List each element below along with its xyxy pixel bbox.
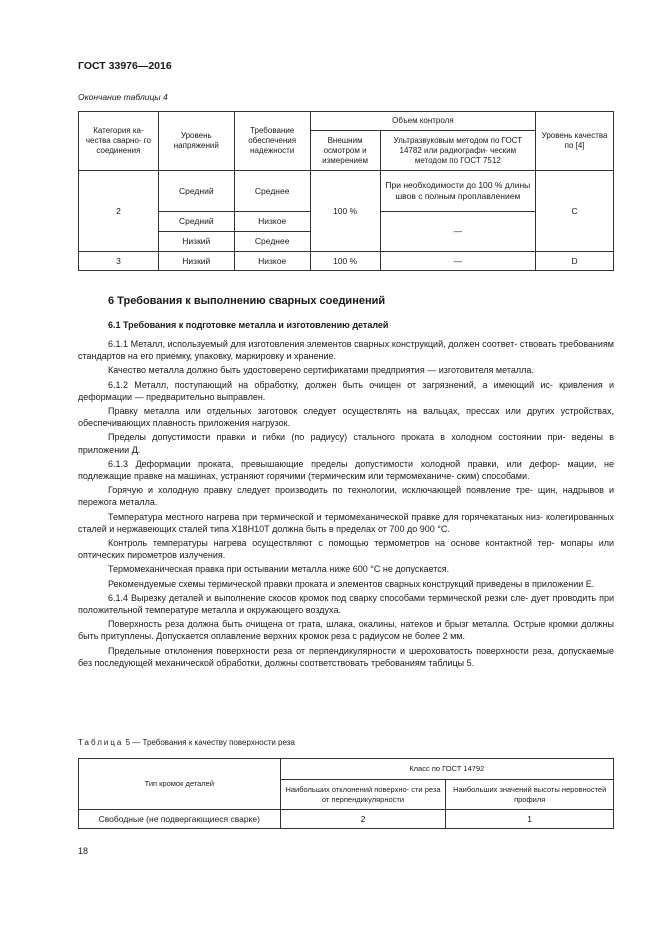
cell-visual: 100 % <box>310 171 380 252</box>
paragraph: Качество металла должно быть удостоверено сертификатами предприятия — изготовителя металла. <box>108 365 534 376</box>
table4-caption: Окончание таблицы 4 <box>78 92 168 102</box>
cell-reliability: Среднее <box>234 232 310 252</box>
paragraph: 6.1.2 Металл, поступающий на обработку, должен быть очищен от загрязнений, а имеющий ис- кривления и деформации — предварительно выправлен. <box>78 379 614 402</box>
subsection-6-1-title: 6.1 Требования к подготовке металла и изготовлению деталей <box>108 320 389 330</box>
cell-category: 3 <box>79 252 159 271</box>
th-visual: Внешним осмотром и измерением <box>310 131 380 171</box>
paragraph: 6.1.1 Металл, используемый для изготовления элементов сварных конструкций, должен соответ- ствовать требованиям стандартов на его приемку, упаковку, маркировку и хранение. <box>78 339 614 362</box>
th-ultrasonic: Ультразвуковым методом по ГОСТ 14782 или радиографи- ческим методом по ГОСТ 7512 <box>380 131 536 171</box>
th-reliability: Требование обеспечения надежности <box>234 112 310 171</box>
table5 <box>78 758 614 829</box>
th-stress-level: Уровень напряжений <box>158 112 234 171</box>
cell-reliability: Низкое <box>234 212 310 232</box>
th-edge-type: Тип кромок деталей <box>79 759 281 810</box>
table-row <box>79 810 614 829</box>
cell-ultrasonic: — <box>380 252 536 271</box>
cell-quality: C <box>536 171 614 252</box>
cell-quality: D <box>536 252 614 271</box>
table5-caption-text: 5 — Требования к качеству поверхности реза <box>125 738 295 747</box>
th-roughness: Наибольших значений высоты неровностей профиля <box>446 780 614 810</box>
paragraph: 6.1.3 Деформации проката, превышающие пределы допустимости холодной правки, или дефор- мации, не подлежащие правке на машинах, устраняют горячими (термическим или термомеханиче- ским) способами. <box>78 458 614 482</box>
cell-stress: Средний <box>158 212 234 232</box>
paragraph: Контроль температуры нагрева осуществляют с помощью термометров на основе контактной тер- мопары или оптических пирометров излучения. <box>78 538 614 561</box>
cell-category: 2 <box>79 171 159 252</box>
paragraph: Поверхность реза должна быть очищена от грата, шлака, окалины, натеков и брызг металла. Острые кромки должны быть притуплены. Допускается оплавление верхних кромок реза с радиусом не более 2 мм. <box>78 619 614 642</box>
cell-perpendicularity: 2 <box>280 810 446 829</box>
paragraph: Пределы допустимости правки и гибки (по радиусу) стального проката в холодном состоянии при- ведены в приложении Д. <box>78 432 614 455</box>
cell-ultrasonic: — <box>380 212 536 252</box>
th-quality-level: Уровень качества по [4] <box>536 112 614 171</box>
cell-reliability: Низкое <box>234 252 310 271</box>
th-category: Категория ка- чества сварно- го соединения <box>79 112 159 171</box>
cell-edge-type: Свободные (не подвергающиеся сварке) <box>79 810 281 829</box>
th-class: Класс по ГОСТ 14792 <box>280 759 613 780</box>
paragraph: Горячую и холодную правку следует производить по технологии, исключающей появление тре- щин, надрывов и пережога металла. <box>78 485 614 508</box>
table5-caption-label: Таблица <box>78 738 124 747</box>
cell-roughness: 1 <box>446 810 614 829</box>
cell-reliability: Среднее <box>234 171 310 212</box>
page-number: 18 <box>78 846 89 856</box>
table4 <box>78 111 614 271</box>
paragraph: Термомеханическая правка при остывании металла ниже 600 °С не допускается. <box>108 564 450 575</box>
th-perpendicularity: Наибольших отклонений поверхно- сти реза от перпендикулярности <box>280 780 446 810</box>
cell-stress: Низкий <box>158 232 234 252</box>
th-control-volume: Объем контроля <box>310 112 536 131</box>
table-row <box>79 252 614 271</box>
cell-ultrasonic: При необходимости до 100 % длины швов с полным проплавлением <box>380 171 536 212</box>
paragraph: Правку металла или отдельных заготовок следует осуществлять на вальцах, прессах или других устройствах, обеспечивающих плавность приложения нагрузок. <box>78 406 614 429</box>
document-header: ГОСТ 33976—2016 <box>78 60 172 72</box>
paragraph: Температура местного нагрева при термической и термомеханической правке для горячекатаных низ- колегированных сталей и нержавеющих сталей типа Х18Н10Т должна быть в пределах от 700 до 900 °С. <box>78 511 614 534</box>
table5-caption <box>78 738 295 747</box>
paragraph: Предельные отклонения поверхности реза от перпендикулярности и шероховатость поверхности реза, допускаемые без последующей механической обработки, должны соответствовать требованиям таблицы 5. <box>78 645 614 668</box>
cell-stress: Средний <box>158 171 234 212</box>
paragraph: 6.1.4 Вырезку деталей и выполнение скосов кромок под сварку способами термической резки сле- дует проводить при положительной температуре металла и окружающего воздуха. <box>78 592 614 616</box>
cell-stress: Низкий <box>158 252 234 271</box>
section-6-title: 6 Требования к выполнению сварных соединений <box>108 295 386 307</box>
cell-visual: 100 % <box>310 252 380 271</box>
section-6-body <box>78 338 614 671</box>
paragraph: Рекомендуемые схемы термической правки проката и элементов сварных конструкций приведены в приложении Е. <box>108 578 595 589</box>
table-row <box>79 171 614 212</box>
